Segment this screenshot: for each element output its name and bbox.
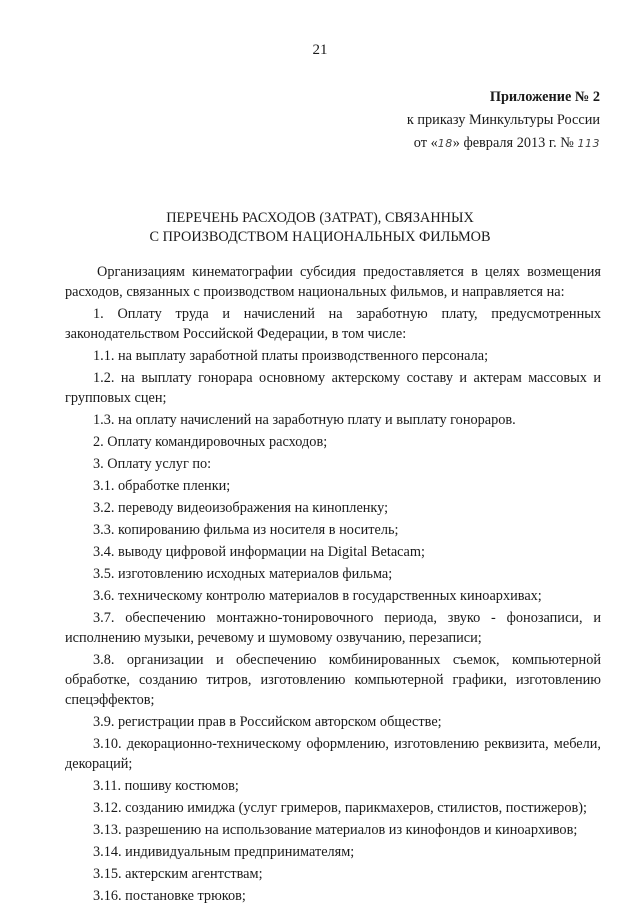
list-item: 3.3. копированию фильма из носителя в носитель; bbox=[93, 522, 399, 538]
list-item: 3.1. обработке пленки; bbox=[93, 478, 231, 494]
date-suffix: » февраля 2013 г. № bbox=[452, 135, 574, 151]
list-item: 3.5. изготовлению исходных материалов фильма; bbox=[93, 566, 393, 582]
list-item: 3.7. обеспечению монтажно-тонировочного периода, звуко - фонозаписи, и исполнению музыки, речевому и шумовому озвучанию, перезаписи; bbox=[65, 610, 601, 646]
list-item: 1. Оплату труда и начислений на заработную плату, предусмотренных законодательством Российской Федерации, в том числе: bbox=[65, 306, 601, 342]
title-line-2: С ПРОИЗВОДСТВОМ НАЦИОНАЛЬНЫХ ФИЛЬМОВ bbox=[149, 229, 491, 245]
appendix-header bbox=[407, 86, 600, 155]
appendix-label: Приложение № 2 bbox=[489, 89, 600, 105]
document-title bbox=[0, 209, 640, 247]
list-item: 1.3. на оплату начислений на заработную плату и выплату гонораров. bbox=[93, 412, 516, 428]
list-item: 3.13. разрешению на использование материалов из кинофондов и киноархивов; bbox=[93, 822, 578, 838]
list-item: 3.11. пошиву костюмов; bbox=[93, 778, 239, 794]
list-item: 3.9. регистрации прав в Российском авторском обществе; bbox=[93, 714, 442, 730]
order-reference: к приказу Минкультуры России bbox=[406, 112, 600, 128]
list-item: 3.4. выводу цифровой информации на Digital Betacam; bbox=[93, 544, 425, 560]
page-number: 21 bbox=[312, 42, 328, 58]
list-item: 1.2. на выплату гонорара основному актерскому составу и актерам массовых и групповых сцен; bbox=[65, 370, 601, 406]
list-item: 3.2. переводу видеоизображения на кинопленку; bbox=[93, 500, 389, 516]
order-date-line bbox=[407, 132, 600, 155]
list-item: 3.16. постановке трюков; bbox=[93, 888, 246, 904]
list-item: 3.6. техническому контролю материалов в государственных киноархивах; bbox=[93, 588, 542, 604]
list-item: 3.12. созданию имиджа (услуг гримеров, парикмахеров, стилистов, постижеров); bbox=[93, 800, 587, 816]
handwritten-number: 113 bbox=[577, 137, 600, 150]
document-body bbox=[65, 262, 601, 908]
handwritten-day: 18 bbox=[437, 137, 453, 150]
list-item: 2. Оплату командировочных расходов; bbox=[93, 434, 328, 450]
list-item: 3.10. декорационно-техническому оформлению, изготовлению реквизита, мебели, декораций; bbox=[65, 736, 601, 772]
list-item: 3.8. организации и обеспечению комбинированных съемок, компьютерной обработке, созданию титров, изготовлению компьютерной графики, изготовлению спецэффектов; bbox=[65, 652, 601, 708]
intro-paragraph: Организациям кинематографии субсидия предоставляется в целях возмещения расходов, связанных с производством национальных фильмов, и направляется на: bbox=[65, 264, 601, 300]
list-item: 1.1. на выплату заработной платы производственного персонала; bbox=[93, 348, 489, 364]
date-prefix: от « bbox=[413, 135, 438, 151]
title-line-1: ПЕРЕЧЕНЬ РАСХОДОВ (ЗАТРАТ), СВЯЗАННЫХ bbox=[166, 210, 474, 226]
list-item: 3.15. актерским агентствам; bbox=[93, 866, 263, 882]
list-item: 3.14. индивидуальным предпринимателям; bbox=[93, 844, 355, 860]
list-item: 3. Оплату услуг по: bbox=[93, 456, 212, 472]
